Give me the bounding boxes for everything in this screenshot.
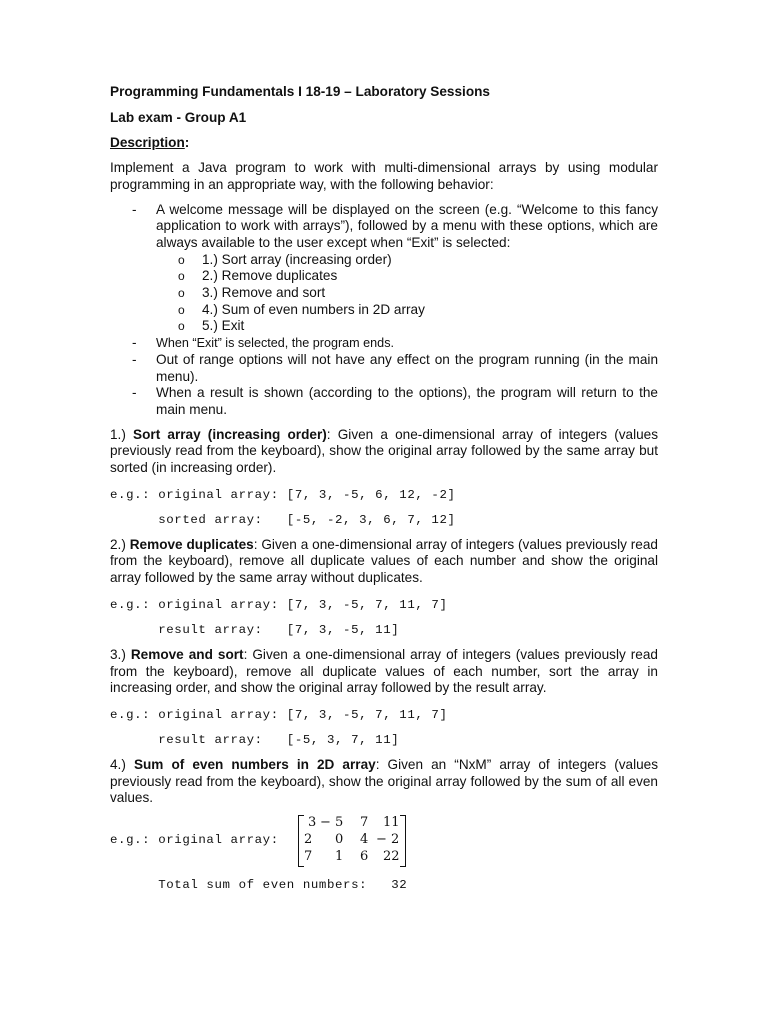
matrix-cell: − 5: [320, 815, 344, 831]
sub-marker: o: [178, 319, 185, 334]
menu-option-label: 4.) Sum of even numbers in 2D array: [202, 301, 425, 317]
bullet-out-of-range-text: Out of range options will not have any effect on the program running (in the main menu).: [156, 351, 658, 384]
example-line: sorted array: [-5, -2, 3, 6, 7, 12]: [110, 512, 456, 527]
example-line: result array: [-5, 3, 7, 11]: [110, 732, 400, 747]
menu-option: [178, 302, 658, 319]
section-body: : Given a one-dimensional array of integers (values previously read from the keyboard), remove all duplicate values of each number and show the original array followed by the same array without duplicates.: [110, 536, 658, 586]
sub-marker: o: [178, 269, 185, 284]
menu-option-label: 2.) Remove duplicates: [202, 268, 338, 284]
page-subtitle: Lab exam - Group A1: [110, 109, 247, 125]
dash-marker: -: [132, 385, 137, 401]
menu-option: [178, 285, 658, 302]
section-3-paragraph: [110, 647, 658, 697]
section-number: 2.): [110, 536, 130, 552]
section-number: 3.): [110, 646, 131, 662]
section-2-paragraph: [110, 537, 658, 587]
matrix-cell: 2: [304, 832, 313, 848]
menu-option-label: 3.) Remove and sort: [202, 285, 326, 301]
menu-option: [178, 318, 658, 335]
example-line: result array: [7, 3, -5, 11]: [110, 622, 400, 637]
sub-marker: o: [178, 252, 185, 267]
section-4-paragraph: [110, 757, 658, 807]
total-sum-line: Total sum of even numbers: 32: [110, 878, 408, 893]
description-heading: [110, 135, 658, 152]
matrix-cell: 22: [383, 849, 400, 865]
matrix-cell: 1: [335, 849, 344, 865]
section-1-paragraph: [110, 427, 658, 477]
bullet-result: [110, 385, 658, 418]
sub-marker: o: [178, 302, 185, 317]
description-colon: :: [184, 135, 190, 151]
dash-marker: -: [132, 335, 137, 351]
bullet-welcome-text: A welcome message will be displayed on the screen (e.g. “Welcome to this fancy application to work with arrays”), followed by a menu with these options, which are always available to the user except when “Exit” is selected:: [156, 201, 658, 250]
section-body: : Given a one-dimensional array of integers (values previously read from the keyboard), show the original array followed by the same array but sorted (in increasing order).: [110, 426, 659, 476]
section-title: Remove and sort: [130, 646, 244, 662]
matrix-cell: 3: [308, 815, 317, 831]
menu-option-label: 1.) Sort array (increasing order): [202, 251, 392, 267]
dash-marker: -: [132, 351, 137, 367]
dash-marker: -: [132, 201, 137, 217]
matrix-cell: − 2: [376, 832, 400, 848]
section-title: Remove duplicates: [129, 536, 254, 552]
section-body: : Given an “NxM” array of integers (values previously read from the keyboard), show the original array followed by the sum of all even values.: [110, 756, 659, 806]
sub-marker: o: [178, 286, 185, 301]
section-title: Sum of even numbers in 2D array: [133, 756, 376, 772]
menu-option-label: 5.) Exit: [202, 318, 245, 334]
section-body: : Given a one-dimensional array of integers (values previously read from the keyboard), remove all duplicate values of each number, sort the array in increasing order, and show the original array followed by the result array.: [110, 646, 658, 696]
menu-option: [178, 268, 658, 285]
bullet-exit: [110, 335, 658, 352]
bullet-out-of-range: [110, 352, 658, 385]
matrix-cell: 11: [383, 815, 400, 831]
menu-options: [110, 252, 658, 336]
matrix-cell: 4: [360, 832, 369, 848]
bullet-list: [110, 202, 658, 419]
menu-option: [178, 252, 658, 269]
document-page: [110, 84, 658, 893]
matrix-cell: 0: [335, 832, 344, 848]
section-number: 1.): [110, 426, 134, 442]
matrix-cell: 7: [360, 815, 369, 831]
example-line: e.g.: original array: [7, 3, -5, 7, 11, 7]: [110, 707, 448, 722]
example-line: e.g.: original array: [7, 3, -5, 6, 12, -2]: [110, 487, 456, 502]
example-line: e.g.: original array: [7, 3, -5, 7, 11, 7]: [110, 597, 448, 612]
section-title: Sort array (increasing order): [133, 426, 327, 442]
section-number: 4.): [110, 756, 134, 772]
matrix-right-bracket: [400, 815, 406, 867]
bullet-exit-text: When “Exit” is selected, the program ends.: [156, 336, 394, 351]
bullet-result-text: When a result is shown (according to the options), the program will return to the main menu.: [156, 385, 658, 417]
bullet-welcome: [110, 202, 658, 252]
matrix-example-label: e.g.: original array:: [110, 833, 279, 848]
intro-paragraph: Implement a Java program to work with multi-dimensional arrays by using modular programming in an appropriate way, with the following behavior:: [110, 160, 658, 192]
matrix-example: [110, 815, 658, 867]
matrix-cell: 7: [304, 849, 313, 865]
description-label: Description: [110, 135, 185, 151]
matrix-cell: 6: [360, 849, 369, 865]
page-title: Programming Fundamentals I 18-19 – Laboratory Sessions: [110, 84, 490, 99]
